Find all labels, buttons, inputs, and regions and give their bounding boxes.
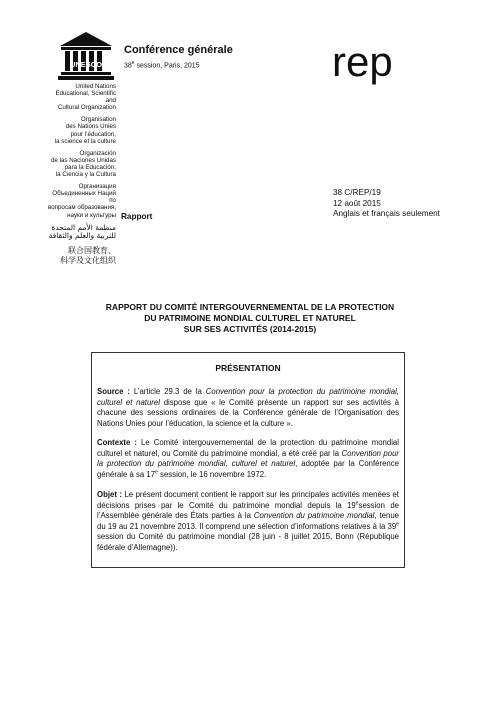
org-name-ar: منظمة الأمم المتحدة للتربية والعلم والثقافة xyxy=(48,222,116,241)
doc-languages: Anglais et français seulement xyxy=(333,209,440,218)
org-name-en: United Nations Educational, Scientific and Cultural Organization xyxy=(55,83,116,112)
rep-mark: rep xyxy=(332,38,393,85)
doc-type: Rapport xyxy=(121,212,153,221)
doc-code: 38 C/REP/19 xyxy=(333,188,381,197)
document-title: RAPPORT DU COMITÉ INTERGOUVERNEMENTAL DE LA PROTECTION DU PATRIMOINE MONDIAL CULTUREL ET NATUREL SUR SES ACTIVITÉS (2014-2015) xyxy=(105,302,395,334)
logo-lettering: UNESCO xyxy=(69,60,103,69)
org-name-zh: 联合国教育、 科学及文化组织 xyxy=(60,245,116,265)
org-name-fr: Organisation des Nations Unies pour l’éducation, la science et la culture xyxy=(54,116,116,145)
organization-names xyxy=(46,83,116,271)
unesco-logo xyxy=(58,30,114,82)
conference-title: Conférence générale xyxy=(124,44,233,56)
document-reference xyxy=(333,188,440,220)
presentation-heading: PRÉSENTATION xyxy=(215,363,281,373)
source-paragraph: Source : L’article 29.3 de la Convention pour la protection du patrimoine mondial, culturel et naturel dispose que « le Comité présente un rapport sur ses activités à chacune des sessions ordinaires de la Conférence générale de l’Organisation des Nations Unies pour l’éducation, la science et la culture ». xyxy=(97,387,400,428)
doc-date: 12 août 2015 xyxy=(333,198,381,208)
objet-paragraph: Objet : Le présent document contient le rapport sur les principales activités menées et décisions prises par le Comité du patrimoine mondial depuis la 19esession de l’Assemblée générale des États parties à la Convention du patrimoine mondial, tenue du 19 au 21 novembre 2013. Il comprend une sélection d’informations relatives à la 39e session du Comité du patrimoine mondial (28 juin - 8 juillet 2015, Bonn (République fédérale d’Allemagne)). xyxy=(97,490,400,552)
org-name-es: Organización de las Naciones Unidas para la Educación, la Ciencia y la Cultura xyxy=(50,149,116,179)
session-info: 38e session, Paris, 2015 xyxy=(124,60,200,70)
presentation-box xyxy=(91,352,405,568)
org-name-ru: Организация Объединенных Наций по вопросам образования, науки и культуры xyxy=(47,183,116,219)
contexte-paragraph: Contexte : Le Comité intergouvernemental de la protection du patrimoine mondial culturel et naturel, ou Comité du patrimoine mondial, a été créé par la Convention pour la protection du patrimoine mondial, culturel et naturel, adoptée par la Conférence générale à sa 17e session, le 16 novembre 1972. xyxy=(97,438,400,479)
